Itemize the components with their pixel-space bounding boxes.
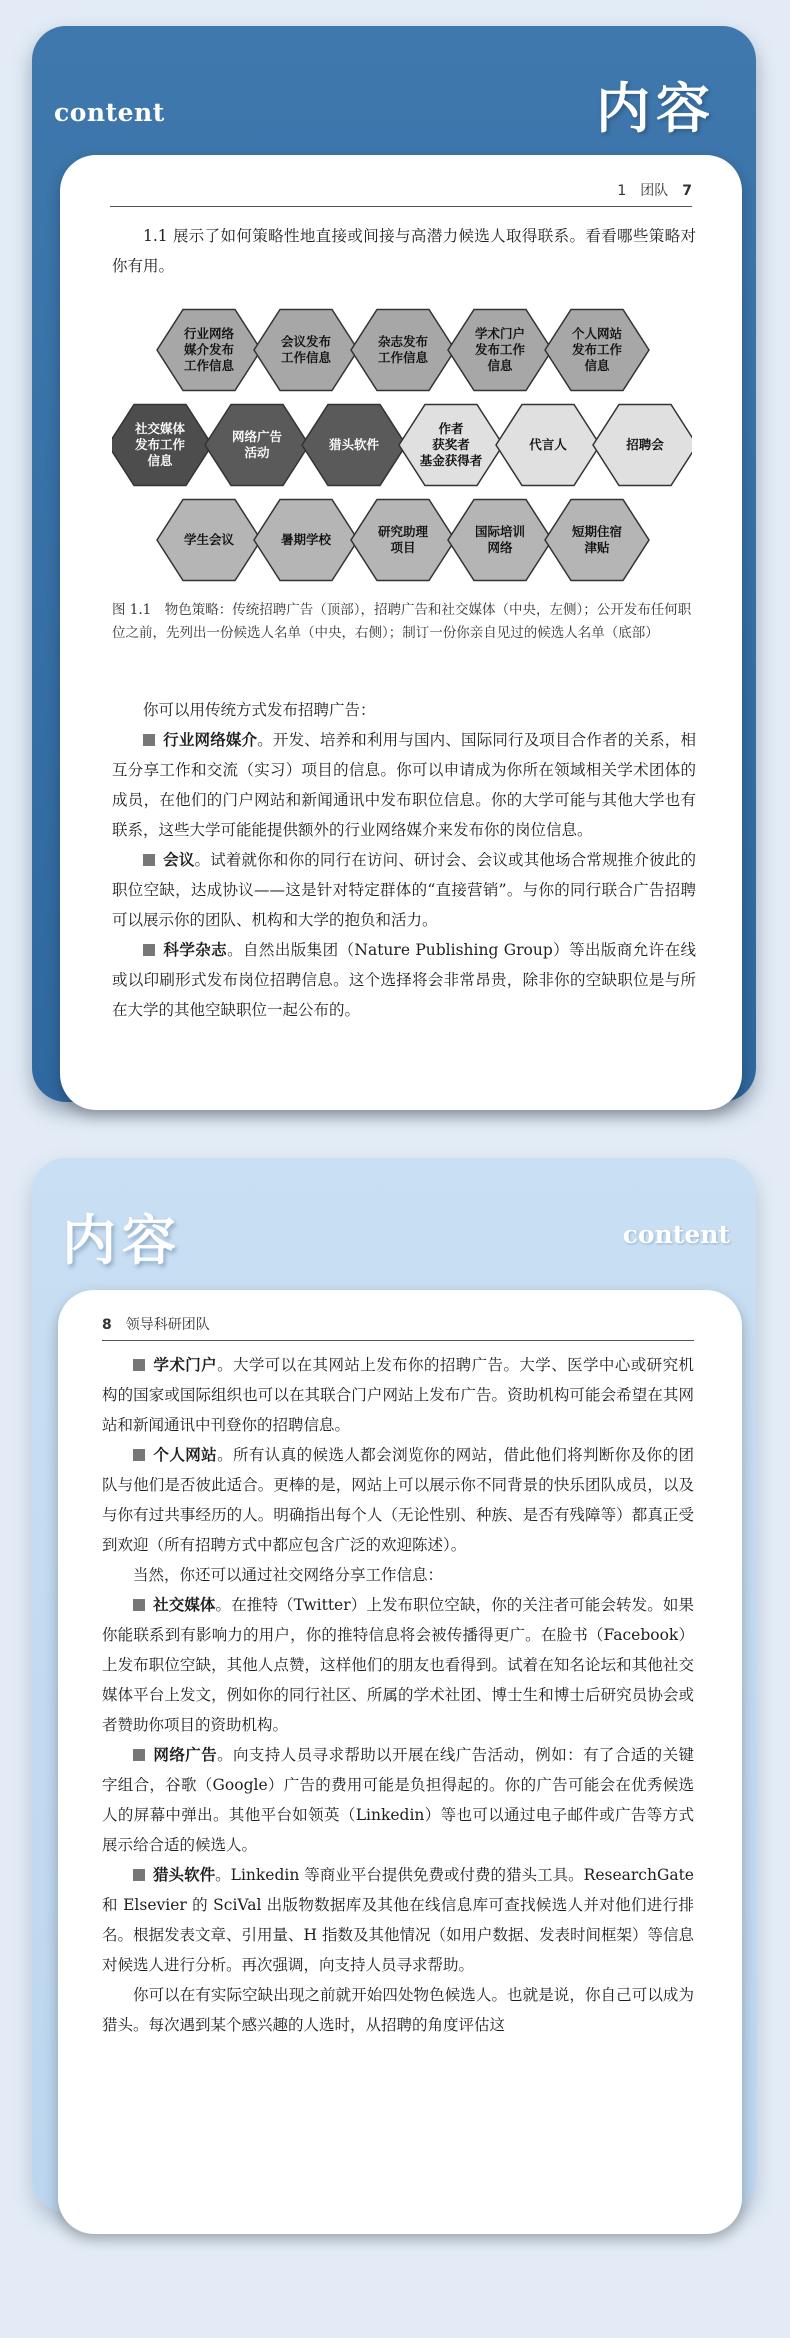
paragraph: 猎头软件。Linkedin 等商业平台提供免费或付费的猎头工具。ResearchGate 和 Elsevier 的 SciVal 出版物数据库及其他在线信息库可查找候选人并对他们进行排名。根据发表文章、引用量、H 指数及其他情况（如用户数据、发表时间框架）等信息对候选人进行分析。再次强调，向支持人员寻求帮助。 xyxy=(102,1865,694,1974)
hexagon-label: 工作信息 xyxy=(280,350,332,365)
hexagon-label: 网络 xyxy=(487,540,513,555)
hexagon-label: 网络广告 xyxy=(231,429,283,444)
book-title-label: 领导科研团队 xyxy=(125,1317,210,1333)
bullet-square-icon xyxy=(133,1749,145,1761)
bullet-square-icon xyxy=(143,734,155,746)
hexagon-label: 社交媒体 xyxy=(134,421,186,436)
hexagon-label: 媒介发布 xyxy=(183,342,235,357)
paragraph: 个人网站。所有认真的候选人都会浏览你的网站，借此他们将判断你及你的团队与他们是否彼此适合。更棒的是，网站上可以展示你不同背景的快乐团队成员，以及与你有过共事经历的人。明确指出每个人（无论性别、种族、是否有残障等）都真正受到欢迎（所有招聘方式中都应包含广泛的欢迎陈述）。 xyxy=(102,1445,694,1554)
hexagon-diagram xyxy=(112,305,692,595)
bullet-square-icon xyxy=(133,1449,145,1461)
paragraph: 你可以用传统方式发布招聘广告： xyxy=(143,701,376,719)
bullet-square-icon xyxy=(133,1869,145,1881)
paragraph-lead: 会议 xyxy=(163,850,195,869)
paragraph-lead: 猎头软件 xyxy=(153,1865,216,1884)
paragraph-lead: 科学杂志 xyxy=(163,940,228,959)
hexagon-strategy-figure xyxy=(112,305,692,595)
paragraph: 网络广告。向支持人员寻求帮助以开展在线广告活动，例如：有了合适的关键字组合，谷歌（Google）广告的费用可能是负担得起的。你的广告可能会在优秀候选人的屏幕中弹出。其他平台如领英（Linkedin）等也可以通过电子邮件或广告等方式展示给合适的候选人。 xyxy=(102,1745,694,1854)
paragraph-lead: 社交媒体 xyxy=(153,1595,216,1614)
chapter-label: 1 团队 xyxy=(617,183,669,199)
hexagon-label: 工作信息 xyxy=(377,350,429,365)
hexagon-label: 暑期学校 xyxy=(280,532,332,547)
paragraph: 行业网络媒介。开发、培养和利用与国内、国际同行及项目合作者的关系，相互分享工作和交流（实习）项目的信息。你可以申请成为你所在领域相关学术团体的成员，在他们的门户网站和新闻通讯中发布职位信息。你的大学可能与其他大学也有联系，这些大学可能能提供额外的行业网络媒介来发布你的岗位信息。 xyxy=(112,730,696,839)
hexagon-label: 信息 xyxy=(487,358,513,373)
hexagon-label: 短期住宿 xyxy=(571,524,623,539)
paragraph: 当然，你还可以通过社交网络分享工作信息： xyxy=(133,1566,444,1584)
paragraph: 社交媒体。在推特（Twitter）上发布职位空缺，你的关注者可能会转发。如果你能联系到有影响力的用户，你的推特信息将会被传播得更广。在脸书（Facebook）上发布职位空缺，其他人点赞，这样他们的朋友也看得到。试着在知名论坛和其他社交媒体平台上发文，例如你的同行社区、所属的学术社团、博士生和博士后研究员协会或者赞助你项目的资助机构。 xyxy=(102,1595,694,1734)
paragraph-lead: 网络广告 xyxy=(153,1745,218,1764)
page-number: 8 xyxy=(102,1317,112,1333)
hexagon-label: 猎头软件 xyxy=(328,437,380,452)
hexagon-label: 津贴 xyxy=(584,540,610,555)
bullet-square-icon xyxy=(133,1359,145,1371)
paragraph: 科学杂志。自然出版集团（Nature Publishing Group）等出版商允许在线或以印刷形式发布岗位招聘信息。这个选择将会非常昂贵，除非你的空缺职位是与所在大学的其他空缺职位一起公布的。 xyxy=(112,940,696,1019)
running-head xyxy=(110,180,692,207)
hexagon-label: 信息 xyxy=(147,453,173,468)
hexagon-label: 行业网络 xyxy=(183,326,235,341)
hexagon-label: 学生会议 xyxy=(183,532,235,547)
running-head xyxy=(102,1314,694,1341)
paragraph-lead: 行业网络媒介 xyxy=(163,730,258,749)
hexagon-label: 基金获得者 xyxy=(419,453,483,468)
hexagon-label: 获奖者 xyxy=(432,437,470,452)
hexagon-label: 发布工作 xyxy=(571,342,623,357)
hexagon-label: 会议发布 xyxy=(280,334,332,349)
paragraph-lead: 学术门户 xyxy=(153,1355,218,1374)
intro-paragraph: 1.1 展示了如何策略性地直接或间接与高潜力候选人取得联系。看看哪些策略对你有用。 xyxy=(112,227,696,275)
bullet-square-icon xyxy=(143,854,155,866)
hexagon-label: 发布工作 xyxy=(134,437,186,452)
page7-body xyxy=(112,695,696,1025)
paragraph-lead: 个人网站 xyxy=(153,1445,218,1464)
book-page-8 xyxy=(58,1290,742,2234)
paragraph: 你可以在有实际空缺出现之前就开始四处物色候选人。也就是说，你自己可以成为猎头。每次遇到某个感兴趣的人选时，从招聘的角度评估这 xyxy=(102,1986,694,2034)
hexagon-label: 研究助理 xyxy=(377,524,429,539)
content-tag-en: content xyxy=(622,1220,730,1249)
hexagon-label: 工作信息 xyxy=(183,358,235,373)
hexagon-label: 活动 xyxy=(244,445,270,460)
content-tag-cn: 内容 xyxy=(596,76,716,140)
hexagon-label: 学术门户 xyxy=(474,326,526,341)
paragraph: 会议。试着就你和你的同行在访问、研讨会、会议或其他场合常规推介彼此的职位空缺，达成协议——这是针对特定群体的“直接营销”。与你的同行联合广告招聘可以展示你的团队、机构和大学的抱负和活力。 xyxy=(112,850,696,929)
content-tag-en: content xyxy=(54,98,165,127)
figure-caption: 图 1.1 物色策略：传统招聘广告（顶部），招聘广告和社交媒体（中央，左侧）；公开发布任何职位之前，先列出一份候选人名单（中央，右侧）；制订一份你亲自见过的候选人名单（底部） xyxy=(112,602,692,641)
hexagon-label: 个人网站 xyxy=(571,326,623,341)
page8-body xyxy=(102,1350,694,2040)
hexagon-label: 项目 xyxy=(390,540,416,555)
intro-text xyxy=(112,221,696,281)
hexagon-label: 作者 xyxy=(438,421,464,436)
bullet-square-icon xyxy=(133,1599,145,1611)
hexagon-label: 发布工作 xyxy=(474,342,526,357)
hexagon-label: 信息 xyxy=(584,358,610,373)
page-number: 7 xyxy=(682,183,692,199)
hexagon-label: 国际培训 xyxy=(474,524,526,539)
bullet-square-icon xyxy=(143,944,155,956)
book-page-7 xyxy=(60,155,742,1110)
hexagon-label: 杂志发布 xyxy=(377,334,429,349)
paragraph: 学术门户。大学可以在其网站上发布你的招聘广告。大学、医学中心或研究机构的国家或国际组织也可以在其联合门户网站上发布广告。资助机构可能会希望在其网站和新闻通讯中刊登你的招聘信息。 xyxy=(102,1355,694,1434)
content-tag-cn: 内容 xyxy=(62,1208,182,1272)
hexagon-label: 招聘会 xyxy=(626,437,664,452)
hexagon-label: 代言人 xyxy=(529,437,567,452)
